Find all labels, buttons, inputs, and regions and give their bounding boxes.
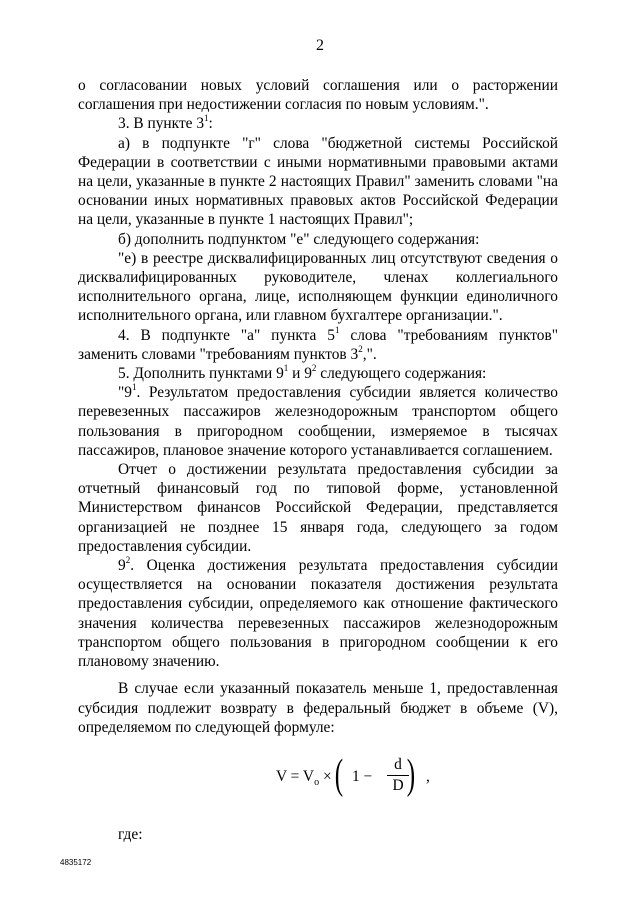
formula-fraction [387,756,409,795]
paragraph: "е) в реестре дисквалифицированных лиц отсутствуют сведения о дисквалифицированных руководителе, членах коллегиального исполнительного органа, лице, исполняющем функции единоличного исполнительного органа, или главном бухгалтере организации.". [78,249,558,325]
paragraph: 4. В подпункте "а" пункта $5^1$ слова "требованиям пунктов" заменить словами "требованиям пунктов $3^2$,". [78,324,558,363]
paragraph: В случае если указанный показатель меньше 1, предоставленная субсидия подлежит возврату в федеральный бюджет в объеме (V), определяемом по следующей формуле: [78,680,558,736]
right-paren: ) [406,752,416,798]
paragraph: б) дополнить подпунктом "е" следующего содержания: [118,230,480,248]
formula-lhs: $V = V_o$ [276,768,320,788]
document-id: 4835172 [60,858,92,867]
paragraph: "$9^1$. Результатом предоставления субсидии является количество перевезенных пассажиров железнодорожным транспортом общего пользования в пригородном сообщении, измеряемое в тысячах пассажиров, плановое значение которого устанавливается соглашением. [78,382,558,459]
formula-times: × [323,768,332,785]
paragraph: Отчет о достижении результата предоставления субсидии за отчетный финансовый год по типовой форме, установленной Министерством финансов Российской Федерации, представляется организацией не позднее 15 января года, следующего за годом предоставления субсидии. [78,461,558,555]
left-paren: ( [334,752,344,798]
paragraph: о согласовании новых условий соглашения или о расторжении соглашения при недостижении согласия по новым условиям.". [78,77,558,114]
document-body [78,76,558,737]
paragraph: $9^2$. Оценка достижения результата предоставления субсидии осуществляется на основании показателя достижения результата предоставления субсидии, определяемого как отношение фактического значения количества перевезенных пассажиров железнодорожным транспортом общего пользования в пригородном сообщении к его плановому значению. [78,554,558,671]
page-number: 2 [316,37,324,54]
formula [0,752,640,800]
fraction-numerator: d [394,756,402,773]
paragraph: а) в подпункте "г" слова "бюджетной системы Российской Федерации в соответствии с иными нормативными правовыми актами на цели, указанные в пункте 2 настоящих Правил" заменить словами "на основании иных нормативных правовых актов Российской Федерации на цели, указанные в пункте 1 настоящих Правил"; [78,134,558,229]
formula-tail: , [426,768,430,785]
where-label: где: [118,826,143,843]
paragraph: 3. В пункте $3^1$: [118,113,213,133]
formula-one-minus: 1 − [352,768,373,785]
paragraph: 5. Дополнить пунктами $9^1$ и $9^2$ следующего содержания: [118,362,487,383]
fraction-denominator: D [392,777,404,794]
